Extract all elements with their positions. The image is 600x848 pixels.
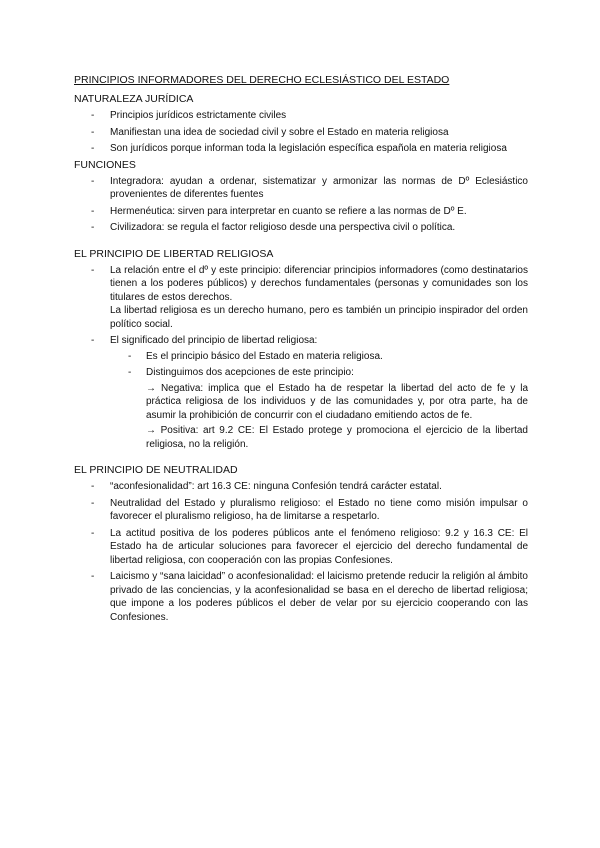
list-item: - Civilizadora: se regula el factor religioso desde una perspectiva civil o política. (74, 221, 528, 235)
funciones-list (74, 175, 528, 235)
section-heading-neutralidad: EL PRINCIPIO DE NEUTRALIDAD (74, 464, 238, 476)
libertad-item-1-extra: La libertad religiosa es un derecho humano, pero es también un principio inspirador del orden político social. (110, 305, 528, 330)
section-heading-libertad: EL PRINCIPIO DE LIBERTAD RELIGIOSA (74, 247, 274, 260)
list-item: - “aconfesionalidad”: art 16.3 CE: ninguna Confesión tendrá carácter estatal. (74, 480, 528, 494)
naturaleza-list (74, 109, 528, 156)
list-item: - Integradora: ayudan a ordenar, sistematizar y armonizar las normas de Dº Eclesiástico provenientes de diferentes fuentes (74, 175, 528, 202)
sub-list-item: - Es el principio básico del Estado en materia religiosa. (110, 350, 528, 364)
libertad-sublist (110, 350, 528, 452)
list-item: - Manifiestan una idea de sociedad civil y sobre el Estado en materia religiosa (74, 126, 528, 140)
document-title: PRINCIPIOS INFORMADORES DEL DERECHO ECLESIÁSTICO DEL ESTADO (74, 74, 450, 86)
list-item (74, 264, 528, 332)
acepcion-positiva: → Positiva: art 9.2 CE: El Estado protege y promociona el ejercicio de la libertad religiosa, no la religión. (146, 425, 528, 450)
list-item: - Laicismo y “sana laicidad” o aconfesionalidad: el laicismo pretende reducir la religión al ámbito privado de las conciencias, y la aconfesionalidad se basa en el derecho de libertad religiosa; que impone a los poderes públicos el deber de velar por su ejercicio cooperando con las Confesiones. (74, 570, 528, 624)
libertad-item-1: - La relación entre el dº y este principio: diferenciar principios informadores (como destinatarios tienen a los poderes públicos) y derechos fundamentales (personas y comunidades son los titulares de estos derechos. (110, 264, 528, 303)
list-item: - Neutralidad del Estado y pluralismo religioso: el Estado no tiene como misión impulsar o favorecer el pluralismo religioso, ha de limitarse a respetarlo. (74, 497, 528, 524)
section-heading-funciones: FUNCIONES (74, 158, 136, 171)
libertad-list (74, 264, 528, 452)
list-item: - Principios jurídicos estrictamente civiles (74, 109, 528, 123)
list-item: - Son jurídicos porque informan toda la legislación específica española en materia religiosa (74, 142, 528, 156)
list-item: - La actitud positiva de los poderes públicos ante el fenómeno religioso: 9.2 y 16.3 CE: El Estado ha de articular soluciones para favorecer el ejercicio del derecho fundamental de libertad religiosa, con cooperación con las propias Confesiones. (74, 527, 528, 568)
sub-list-item (110, 366, 528, 451)
acepciones-intro: - Distinguimos dos acepciones de este principio: (146, 367, 354, 378)
list-item (74, 334, 528, 451)
section-heading-naturaleza: NATURALEZA JURÍDICA (74, 93, 194, 105)
neutralidad-list (74, 480, 528, 624)
libertad-item-2: - El significado del principio de libertad religiosa: (110, 335, 318, 346)
acepcion-negativa: → Negativa: implica que el Estado ha de respetar la libertad del acto de fe y la práctica religiosa de los individuos y de las comunidades y, por otra parte, ha de asumir la prohibición de concurrir con el ciudadano emitiendo actos de fe. (146, 382, 528, 421)
list-item: - Hermenéutica: sirven para interpretar en cuanto se refiere a las normas de Dº E. (74, 205, 528, 219)
